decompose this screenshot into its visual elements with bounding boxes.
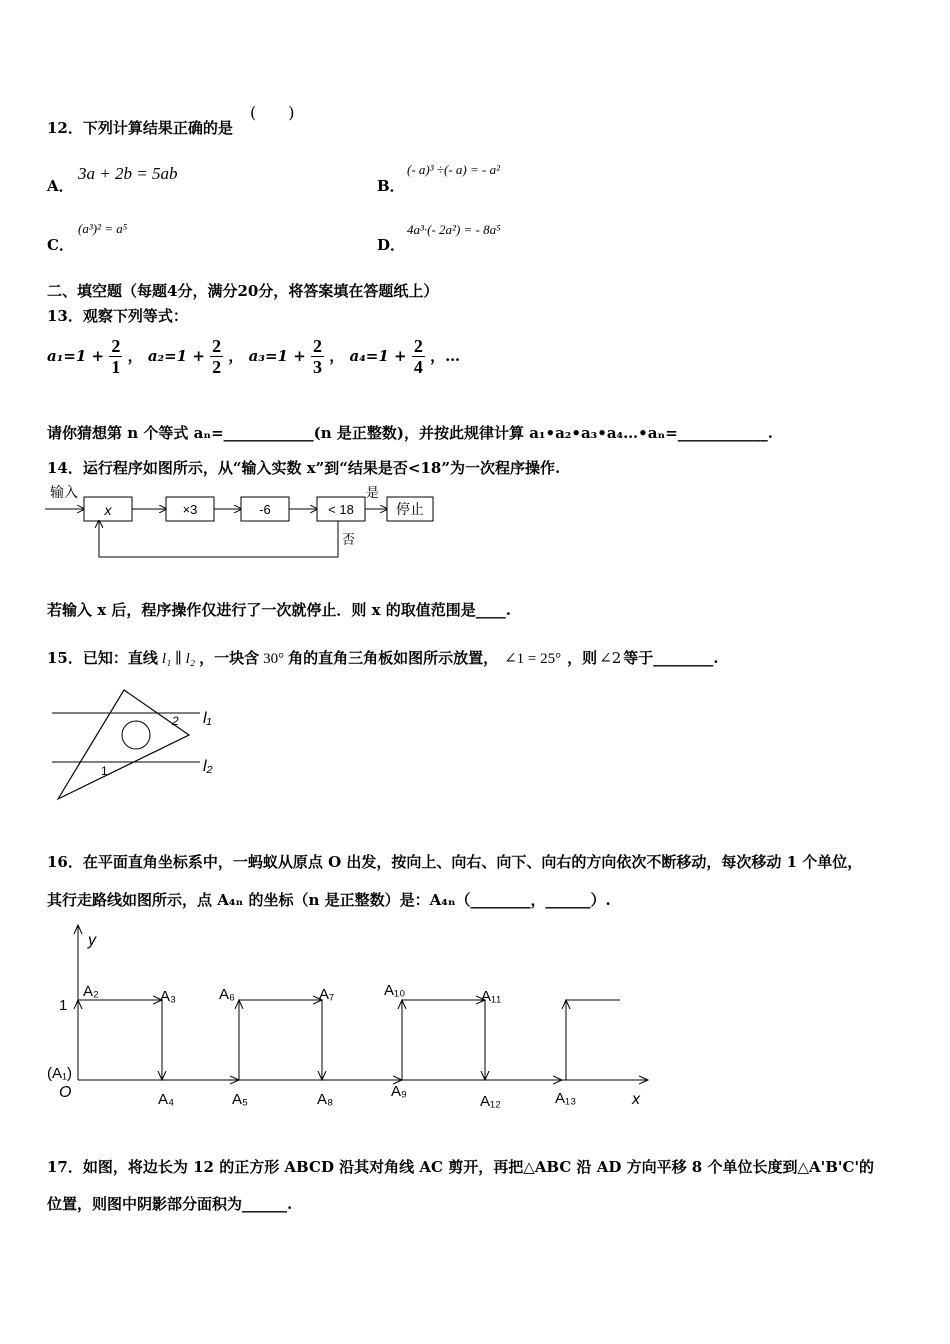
- flow-yes-label: 是: [366, 485, 380, 500]
- point-label-a9: A₉: [391, 1083, 407, 1100]
- q17-line2: 位置，则图中阴影部分面积为______.: [47, 1195, 293, 1213]
- q15-stem: 15．已知：直线 l₁ ∥ l₂ ，一块含 30° 角的直角三角板如图所示放置， ∠1 = 25° ，则 ∠2 等于________.: [47, 649, 719, 667]
- point-label-a2: A₂: [83, 983, 99, 1000]
- l2-label: l₂: [203, 758, 213, 775]
- q16-line1: 16．在平面直角坐标系中，一蚂蚁从原点 O 出发，按向上、向右、向下、向右的方向依次不断移动，每次移动 1 个单位，: [47, 853, 863, 871]
- q12-option-a-label: A．: [47, 177, 74, 195]
- q15-parallel-lines: l₁ ∥ l₂: [161, 651, 196, 667]
- q12-option-c-expr: (a³)² = a⁵: [78, 221, 128, 236]
- q14-stem: 14．运行程序如图所示，从“输入实数 x”到“结果是否<18”为一次程序操作.: [47, 459, 561, 477]
- flow-box-cmp-text: < 18: [328, 502, 354, 517]
- q15-angle1: ∠1 = 25°: [504, 651, 562, 667]
- point-label-a7: A₇: [319, 986, 335, 1003]
- point-label-a10: A₁₀: [384, 982, 406, 999]
- q12-stem: 12．下列计算结果正确的是: [47, 119, 233, 137]
- point-label-a4: A₄: [158, 1091, 175, 1108]
- q13-question: 请你猜想第 n 个等式 aₙ=____________(n 是正整数)，并按此规律计算 a₁•a₂•a₃•a₄…•aₙ=____________.: [47, 424, 773, 442]
- q12-option-b-expr: (- a)³ ÷(- a) = - a²: [407, 162, 501, 177]
- x-axis-label: x: [632, 1091, 640, 1108]
- q12-option-d-label: D．: [377, 236, 406, 254]
- q14-question: 若输入 x 后，程序操作仅进行了一次就停止．则 x 的取值范围是____.: [47, 601, 511, 619]
- angle1-label: 1: [101, 764, 108, 778]
- q12-option-a-expr: 3a + 2b = 5ab: [78, 164, 178, 183]
- flow-no-label: 否: [342, 532, 356, 547]
- q13-stem: 13．观察下列等式：: [47, 307, 188, 325]
- point-label-a13: A₁₃: [555, 1090, 577, 1107]
- origin-label: O: [59, 1084, 72, 1101]
- a1-label: (A₁): [47, 1065, 73, 1082]
- flow-box-stop-text: 停止: [396, 501, 424, 517]
- q12-answer-paren: ( ): [250, 103, 295, 122]
- point-label-a11: A₁₁: [481, 988, 502, 1005]
- q13-term-1: a₁=1 + $\frac{2}{1}$ ，: [47, 336, 143, 377]
- q15-angle2: ∠2: [599, 649, 622, 667]
- point-label-a5: A₅: [232, 1091, 249, 1108]
- y-axis-label: y: [88, 932, 96, 949]
- flow-box-mul-text: ×3: [182, 502, 198, 517]
- flow-box-x-text: x: [104, 502, 112, 518]
- q17-line1: 17．如图，将边长为 12 的正方形 ABCD 沿其对角线 AC 剪开，再把△ABC 沿 AD 方向平移 8 个单位长度到△A'B'C'的: [47, 1158, 875, 1176]
- q16-line2: 其行走路线如图所示，点 A₄ₙ 的坐标（n 是正整数）是：A₄ₙ（________，______）.: [47, 891, 611, 909]
- angle2-label: 2: [172, 714, 179, 728]
- q13-term-2: a₂=1 + $\frac{2}{2}$ ，: [147, 336, 244, 377]
- point-label-a12: A₁₂: [480, 1093, 501, 1110]
- point-label-a8: A₈: [317, 1091, 334, 1108]
- flow-input-label: 输入: [50, 484, 78, 500]
- l1-label: l₁: [203, 710, 212, 727]
- q12-option-b-label: B．: [377, 177, 405, 195]
- section-title: 二、填空题（每题4分，满分20分，将答案填在答题纸上）: [47, 282, 439, 300]
- q15-degree: 30°: [263, 651, 285, 667]
- q13-term-3: a₃=1 + $\frac{2}{3}$ ，: [248, 336, 345, 377]
- point-label-a3: A₃: [160, 988, 177, 1005]
- q12-option-d-expr: 4a³·(- 2a²) = - 8a⁵: [407, 222, 501, 237]
- tick-1: 1: [59, 997, 68, 1014]
- q12-option-c-label: C．: [47, 236, 74, 254]
- point-label-a6: A₆: [219, 986, 236, 1003]
- flow-box-sub-text: -6: [259, 502, 271, 517]
- q13-term-4: a₄=1 + $\frac{2}{4}$ ，…: [349, 336, 461, 377]
